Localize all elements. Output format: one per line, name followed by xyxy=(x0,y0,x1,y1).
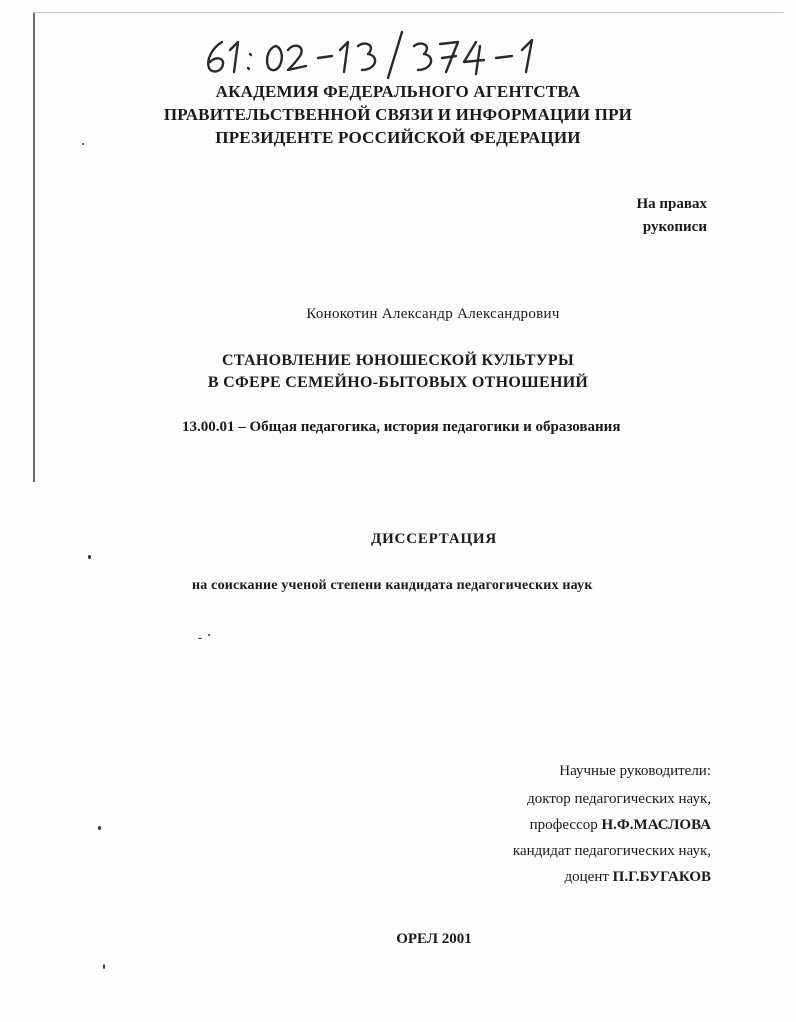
handwritten-catalog-code xyxy=(200,28,560,80)
dissertation-title xyxy=(0,350,796,394)
specialty-code: 13.00.01 – Общая педагогика, история педагогики и образования xyxy=(182,419,621,435)
title-line-2: В СФЕРЕ СЕМЕЙНО-БЫТОВЫХ ОТНОШЕНИЙ xyxy=(207,374,589,391)
scan-top-line xyxy=(33,12,783,13)
author-name: Конокотин Александр Александрович xyxy=(306,306,560,322)
supervisor-1 xyxy=(430,812,711,838)
organization-name xyxy=(0,80,796,149)
supervisor-2 xyxy=(430,864,711,890)
scan-speck xyxy=(208,634,210,636)
scan-speck xyxy=(88,555,91,559)
supervisor-1-name: Н.Ф.МАСЛОВА xyxy=(601,817,711,833)
scan-speck xyxy=(103,964,105,969)
degree-line: на соискание ученой степени кандидата педагогических наук xyxy=(192,578,593,593)
supervisors-heading: Научные руководители: xyxy=(559,763,711,779)
manuscript-rights xyxy=(560,193,707,239)
rights-line-1: На правах xyxy=(636,196,707,212)
supervisor-2-degree: кандидат педагогических наук, xyxy=(512,843,711,859)
scan-speck xyxy=(198,638,202,639)
supervisors-block xyxy=(430,758,711,890)
supervisor-1-degree: доктор педагогических наук, xyxy=(527,791,711,807)
rights-line-2: рукописи xyxy=(642,219,707,235)
document-type: ДИССЕРТАЦИЯ xyxy=(370,531,498,547)
organization-line-2: ПРАВИТЕЛЬСТВЕННОЙ СВЯЗИ И ИНФОРМАЦИИ ПРИ xyxy=(163,105,633,124)
title-line-1: СТАНОВЛЕНИЕ ЮНОШЕСКОЙ КУЛЬТУРЫ xyxy=(222,352,574,369)
supervisor-2-title: доцент xyxy=(564,869,609,885)
city-year: ОРЕЛ 2001 xyxy=(396,931,472,947)
organization-line-3: ПРЕЗИДЕНТЕ РОССИЙСКОЙ ФЕДЕРАЦИИ xyxy=(215,128,581,147)
supervisor-2-name: П.Г.БУГАКОВ xyxy=(612,869,711,885)
handwritten-code-drawing xyxy=(200,28,560,80)
supervisor-1-title: профессор xyxy=(529,817,598,833)
organization-line-1: АКАДЕМИЯ ФЕДЕРАЛЬНОГО АГЕНТСТВА xyxy=(215,82,581,101)
scan-speck xyxy=(98,826,101,830)
